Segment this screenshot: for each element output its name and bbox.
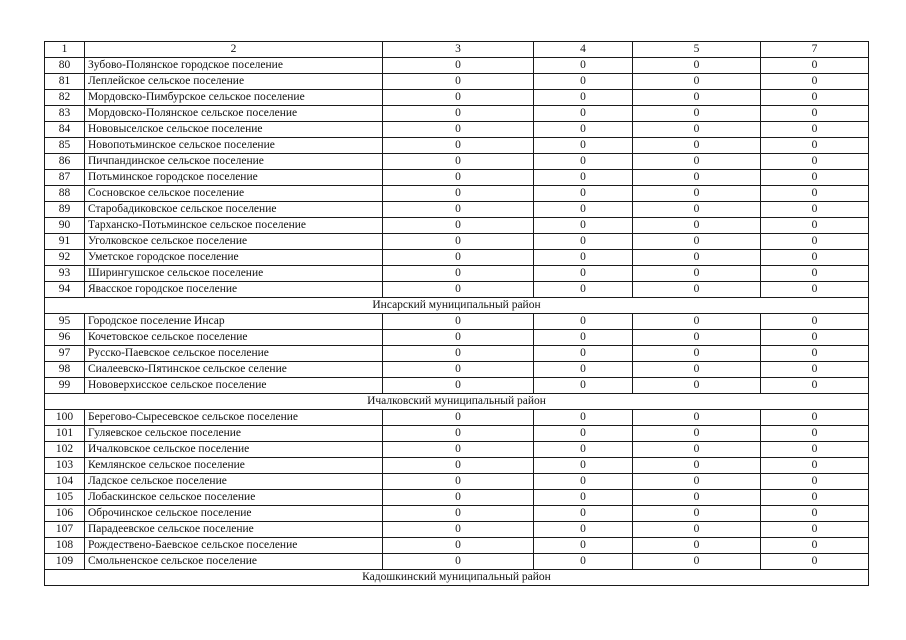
value-cell: 0 bbox=[534, 442, 633, 458]
value-cell: 0 bbox=[534, 122, 633, 138]
value-cell: 0 bbox=[534, 378, 633, 394]
value-cell: 0 bbox=[383, 202, 534, 218]
table-row bbox=[45, 506, 869, 522]
value-cell: 0 bbox=[383, 218, 534, 234]
value-cell: 0 bbox=[761, 378, 869, 394]
table-row bbox=[45, 106, 869, 122]
value-cell: 0 bbox=[761, 554, 869, 570]
value-cell: 0 bbox=[383, 58, 534, 74]
value-cell: 0 bbox=[534, 458, 633, 474]
value-cell: 0 bbox=[534, 410, 633, 426]
row-number: 95 bbox=[45, 314, 85, 330]
row-number: 82 bbox=[45, 90, 85, 106]
value-cell: 0 bbox=[383, 154, 534, 170]
value-cell: 0 bbox=[633, 58, 761, 74]
settlement-name: Мордовско-Пимбурское сельское поселение bbox=[85, 90, 383, 106]
table-row bbox=[45, 266, 869, 282]
settlement-name: Уметское городское поселение bbox=[85, 250, 383, 266]
value-cell: 0 bbox=[383, 522, 534, 538]
table-row bbox=[45, 154, 869, 170]
row-number: 99 bbox=[45, 378, 85, 394]
value-cell: 0 bbox=[761, 58, 869, 74]
value-cell: 0 bbox=[761, 138, 869, 154]
value-cell: 0 bbox=[633, 458, 761, 474]
table-row bbox=[45, 282, 869, 298]
value-cell: 0 bbox=[633, 250, 761, 266]
settlement-name: Тарханско-Потьминское сельское поселение bbox=[85, 218, 383, 234]
row-number: 91 bbox=[45, 234, 85, 250]
settlement-name: Городское поселение Инсар bbox=[85, 314, 383, 330]
table-row bbox=[45, 314, 869, 330]
value-cell: 0 bbox=[761, 506, 869, 522]
settlement-name: Явасское городское поселение bbox=[85, 282, 383, 298]
value-cell: 0 bbox=[633, 106, 761, 122]
table-row bbox=[45, 202, 869, 218]
section-header-row bbox=[45, 570, 869, 586]
settlement-name: Новопотьминское сельское поселение bbox=[85, 138, 383, 154]
value-cell: 0 bbox=[534, 474, 633, 490]
settlements-table bbox=[44, 41, 869, 586]
value-cell: 0 bbox=[633, 170, 761, 186]
row-number: 81 bbox=[45, 74, 85, 90]
row-number: 101 bbox=[45, 426, 85, 442]
value-cell: 0 bbox=[633, 426, 761, 442]
row-number: 109 bbox=[45, 554, 85, 570]
value-cell: 0 bbox=[534, 522, 633, 538]
settlement-name: Потьминское городское поселение bbox=[85, 170, 383, 186]
settlement-name: Лобаскинское сельское поселение bbox=[85, 490, 383, 506]
value-cell: 0 bbox=[534, 90, 633, 106]
value-cell: 0 bbox=[633, 506, 761, 522]
value-cell: 0 bbox=[534, 506, 633, 522]
value-cell: 0 bbox=[383, 90, 534, 106]
table-row bbox=[45, 58, 869, 74]
row-number: 90 bbox=[45, 218, 85, 234]
settlement-name: Берегово-Сыресевское сельское поселение bbox=[85, 410, 383, 426]
value-cell: 0 bbox=[534, 250, 633, 266]
value-cell: 0 bbox=[761, 202, 869, 218]
settlement-name: Кочетовское сельское поселение bbox=[85, 330, 383, 346]
section-title: Кадошкинский муниципальный район bbox=[45, 570, 869, 586]
value-cell: 0 bbox=[761, 314, 869, 330]
value-cell: 0 bbox=[383, 186, 534, 202]
value-cell: 0 bbox=[633, 442, 761, 458]
value-cell: 0 bbox=[383, 74, 534, 90]
row-number: 83 bbox=[45, 106, 85, 122]
value-cell: 0 bbox=[534, 74, 633, 90]
settlement-name: Смольненское сельское поселение bbox=[85, 554, 383, 570]
row-number: 97 bbox=[45, 346, 85, 362]
value-cell: 0 bbox=[534, 138, 633, 154]
value-cell: 0 bbox=[761, 218, 869, 234]
value-cell: 0 bbox=[383, 346, 534, 362]
table-row bbox=[45, 378, 869, 394]
value-cell: 0 bbox=[534, 346, 633, 362]
value-cell: 0 bbox=[383, 474, 534, 490]
value-cell: 0 bbox=[383, 314, 534, 330]
table-row bbox=[45, 426, 869, 442]
value-cell: 0 bbox=[534, 202, 633, 218]
table-row bbox=[45, 554, 869, 570]
settlement-name: Парадеевское сельское поселение bbox=[85, 522, 383, 538]
row-number: 105 bbox=[45, 490, 85, 506]
row-number: 87 bbox=[45, 170, 85, 186]
row-number: 92 bbox=[45, 250, 85, 266]
settlement-name: Ширингушское сельское поселение bbox=[85, 266, 383, 282]
value-cell: 0 bbox=[633, 410, 761, 426]
settlement-name: Оброчинское сельское поселение bbox=[85, 506, 383, 522]
table-row bbox=[45, 346, 869, 362]
value-cell: 0 bbox=[761, 362, 869, 378]
row-number: 106 bbox=[45, 506, 85, 522]
value-cell: 0 bbox=[761, 234, 869, 250]
table-row bbox=[45, 490, 869, 506]
table-row bbox=[45, 186, 869, 202]
table-row bbox=[45, 522, 869, 538]
value-cell: 0 bbox=[534, 426, 633, 442]
settlement-name: Старобадиковское сельское поселение bbox=[85, 202, 383, 218]
settlement-name: Нововыселское сельское поселение bbox=[85, 122, 383, 138]
value-cell: 0 bbox=[633, 346, 761, 362]
value-cell: 0 bbox=[761, 490, 869, 506]
row-number: 89 bbox=[45, 202, 85, 218]
value-cell: 0 bbox=[633, 378, 761, 394]
value-cell: 0 bbox=[761, 74, 869, 90]
column-header: 1 bbox=[45, 42, 85, 58]
value-cell: 0 bbox=[534, 538, 633, 554]
column-header: 3 bbox=[383, 42, 534, 58]
settlement-name: Уголковское сельское поселение bbox=[85, 234, 383, 250]
settlement-name: Гуляевское сельское поселение bbox=[85, 426, 383, 442]
value-cell: 0 bbox=[534, 170, 633, 186]
value-cell: 0 bbox=[383, 362, 534, 378]
value-cell: 0 bbox=[761, 250, 869, 266]
section-header-row bbox=[45, 298, 869, 314]
value-cell: 0 bbox=[534, 282, 633, 298]
table-row bbox=[45, 170, 869, 186]
value-cell: 0 bbox=[761, 282, 869, 298]
settlement-name: Ладское сельское поселение bbox=[85, 474, 383, 490]
value-cell: 0 bbox=[633, 522, 761, 538]
value-cell: 0 bbox=[383, 250, 534, 266]
column-header: 5 bbox=[633, 42, 761, 58]
settlement-name: Нововерхисское сельское поселение bbox=[85, 378, 383, 394]
row-number: 86 bbox=[45, 154, 85, 170]
table-row bbox=[45, 74, 869, 90]
row-number: 108 bbox=[45, 538, 85, 554]
settlement-name: Русско-Паевское сельское поселение bbox=[85, 346, 383, 362]
table-row bbox=[45, 362, 869, 378]
value-cell: 0 bbox=[761, 106, 869, 122]
value-cell: 0 bbox=[761, 330, 869, 346]
value-cell: 0 bbox=[383, 266, 534, 282]
row-number: 80 bbox=[45, 58, 85, 74]
table-row bbox=[45, 474, 869, 490]
value-cell: 0 bbox=[383, 554, 534, 570]
value-cell: 0 bbox=[761, 154, 869, 170]
value-cell: 0 bbox=[534, 330, 633, 346]
settlement-name: Сосновское сельское поселение bbox=[85, 186, 383, 202]
value-cell: 0 bbox=[534, 58, 633, 74]
value-cell: 0 bbox=[383, 410, 534, 426]
table-row bbox=[45, 458, 869, 474]
section-header-row bbox=[45, 394, 869, 410]
value-cell: 0 bbox=[633, 74, 761, 90]
value-cell: 0 bbox=[633, 154, 761, 170]
row-number: 84 bbox=[45, 122, 85, 138]
table-row bbox=[45, 538, 869, 554]
value-cell: 0 bbox=[761, 458, 869, 474]
table-row bbox=[45, 250, 869, 266]
value-cell: 0 bbox=[383, 538, 534, 554]
table-row bbox=[45, 410, 869, 426]
row-number: 100 bbox=[45, 410, 85, 426]
settlement-name: Кемлянское сельское поселение bbox=[85, 458, 383, 474]
value-cell: 0 bbox=[534, 234, 633, 250]
value-cell: 0 bbox=[633, 122, 761, 138]
value-cell: 0 bbox=[534, 186, 633, 202]
value-cell: 0 bbox=[534, 314, 633, 330]
value-cell: 0 bbox=[383, 506, 534, 522]
value-cell: 0 bbox=[633, 538, 761, 554]
value-cell: 0 bbox=[761, 346, 869, 362]
value-cell: 0 bbox=[761, 474, 869, 490]
value-cell: 0 bbox=[534, 554, 633, 570]
settlement-name: Леплейское сельское поселение bbox=[85, 74, 383, 90]
value-cell: 0 bbox=[761, 442, 869, 458]
settlement-name: Мордовско-Полянское сельское поселение bbox=[85, 106, 383, 122]
row-number: 96 bbox=[45, 330, 85, 346]
row-number: 93 bbox=[45, 266, 85, 282]
column-header: 2 bbox=[85, 42, 383, 58]
value-cell: 0 bbox=[534, 218, 633, 234]
table-row bbox=[45, 122, 869, 138]
value-cell: 0 bbox=[761, 266, 869, 282]
table-row bbox=[45, 442, 869, 458]
value-cell: 0 bbox=[633, 90, 761, 106]
value-cell: 0 bbox=[383, 490, 534, 506]
value-cell: 0 bbox=[633, 138, 761, 154]
column-header: 7 bbox=[761, 42, 869, 58]
value-cell: 0 bbox=[534, 362, 633, 378]
value-cell: 0 bbox=[633, 554, 761, 570]
value-cell: 0 bbox=[534, 154, 633, 170]
table-row bbox=[45, 218, 869, 234]
value-cell: 0 bbox=[761, 170, 869, 186]
value-cell: 0 bbox=[534, 490, 633, 506]
value-cell: 0 bbox=[534, 106, 633, 122]
settlement-name: Зубово-Полянское городское поселение bbox=[85, 58, 383, 74]
value-cell: 0 bbox=[633, 474, 761, 490]
value-cell: 0 bbox=[383, 106, 534, 122]
value-cell: 0 bbox=[383, 442, 534, 458]
settlement-name: Сиалеевско-Пятинское сельское селение bbox=[85, 362, 383, 378]
value-cell: 0 bbox=[633, 234, 761, 250]
value-cell: 0 bbox=[633, 490, 761, 506]
settlement-name: Рождествено-Баевское сельское поселение bbox=[85, 538, 383, 554]
value-cell: 0 bbox=[383, 138, 534, 154]
row-number: 104 bbox=[45, 474, 85, 490]
row-number: 107 bbox=[45, 522, 85, 538]
row-number: 94 bbox=[45, 282, 85, 298]
value-cell: 0 bbox=[761, 426, 869, 442]
value-cell: 0 bbox=[633, 202, 761, 218]
table-row bbox=[45, 138, 869, 154]
value-cell: 0 bbox=[633, 330, 761, 346]
value-cell: 0 bbox=[633, 266, 761, 282]
settlement-name: Пичпандинское сельское поселение bbox=[85, 154, 383, 170]
value-cell: 0 bbox=[633, 362, 761, 378]
value-cell: 0 bbox=[633, 218, 761, 234]
table-row bbox=[45, 234, 869, 250]
table-row bbox=[45, 330, 869, 346]
value-cell: 0 bbox=[633, 186, 761, 202]
value-cell: 0 bbox=[761, 522, 869, 538]
row-number: 98 bbox=[45, 362, 85, 378]
value-cell: 0 bbox=[761, 538, 869, 554]
value-cell: 0 bbox=[383, 330, 534, 346]
value-cell: 0 bbox=[761, 186, 869, 202]
row-number: 85 bbox=[45, 138, 85, 154]
column-header-row bbox=[45, 42, 869, 58]
value-cell: 0 bbox=[383, 282, 534, 298]
value-cell: 0 bbox=[534, 266, 633, 282]
value-cell: 0 bbox=[383, 170, 534, 186]
row-number: 88 bbox=[45, 186, 85, 202]
section-title: Инсарский муниципальный район bbox=[45, 298, 869, 314]
value-cell: 0 bbox=[383, 122, 534, 138]
value-cell: 0 bbox=[383, 458, 534, 474]
value-cell: 0 bbox=[383, 234, 534, 250]
row-number: 103 bbox=[45, 458, 85, 474]
settlement-name: Ичалковское сельское поселение bbox=[85, 442, 383, 458]
value-cell: 0 bbox=[761, 122, 869, 138]
value-cell: 0 bbox=[383, 426, 534, 442]
value-cell: 0 bbox=[633, 314, 761, 330]
section-title: Ичалковский муниципальный район bbox=[45, 394, 869, 410]
value-cell: 0 bbox=[383, 378, 534, 394]
table-row bbox=[45, 90, 869, 106]
value-cell: 0 bbox=[761, 410, 869, 426]
row-number: 102 bbox=[45, 442, 85, 458]
value-cell: 0 bbox=[761, 90, 869, 106]
column-header: 4 bbox=[534, 42, 633, 58]
value-cell: 0 bbox=[633, 282, 761, 298]
